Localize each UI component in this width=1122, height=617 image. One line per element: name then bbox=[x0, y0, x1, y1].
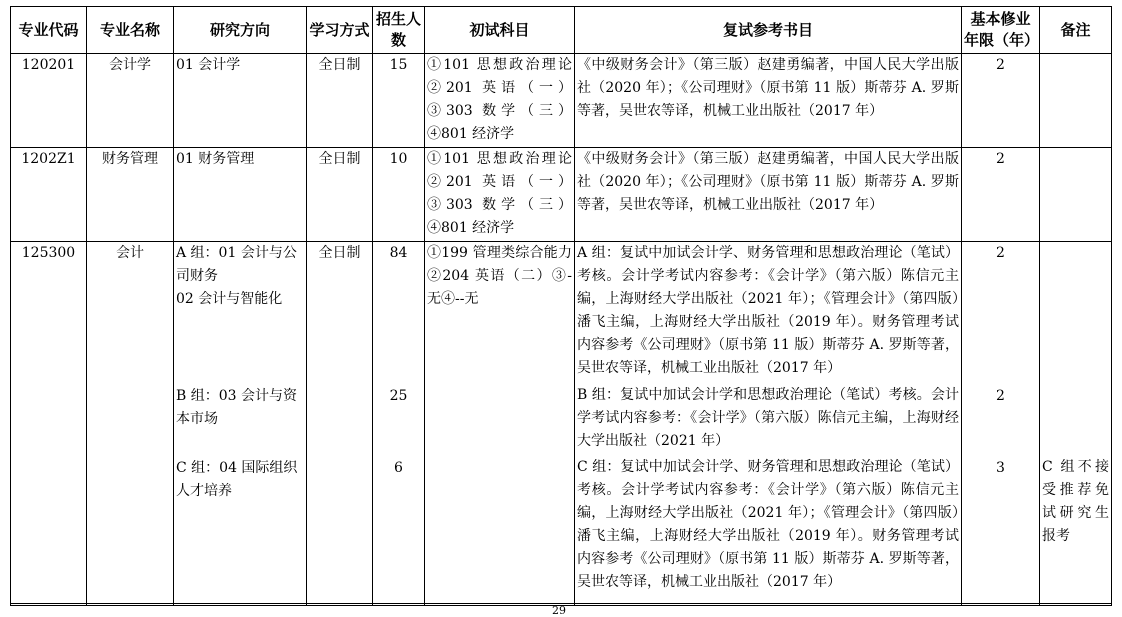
header-exam: 初试科目 bbox=[425, 7, 575, 54]
cell-name: 会计 bbox=[87, 242, 174, 606]
cell-code: 120201 bbox=[11, 54, 87, 148]
cell-code: 125300 bbox=[11, 242, 87, 606]
header-notes: 备注 bbox=[1040, 7, 1112, 54]
cell-direction-groups bbox=[174, 242, 307, 606]
cell-books: 《中级财务会计》（第三版）赵建勇编著，中国人民大学出版社（2020 年）；《公司理财》（原书第 11 版）斯蒂芬 A. 罗斯等著，吴世农等译，机械工业出版社（2017 年） bbox=[575, 148, 962, 242]
table-row bbox=[11, 242, 1112, 606]
group-b-books: B 组：复试中加试会计学和思想政治理论（笔试）考核。会计学考试内容参考：《会计学》（第六版）陈信元主编，上海财经大学出版社（2021 年） bbox=[577, 387, 959, 449]
cell-code: 1202Z1 bbox=[11, 148, 87, 242]
header-row bbox=[11, 7, 1112, 54]
cell-enroll-groups bbox=[373, 242, 425, 606]
cell-notes-groups bbox=[1040, 242, 1112, 606]
cell-notes bbox=[1040, 148, 1112, 242]
header-mode: 学习方式 bbox=[307, 7, 373, 54]
header-books: 复试参考书目 bbox=[575, 7, 962, 54]
header-years: 基本修业年限（年） bbox=[962, 7, 1040, 54]
group-a-books: A 组：复试中加试会计学、财务管理和思想政治理论（笔试）考核。会计学考试内容参考：《会计学》（第六版）陈信元主编，上海财经大学出版社（2021 年）；《管理会计》（第四版）潘飞主编，上海财经大学出版社（2019 年）。财务管理考试内容参考《公司理财》（原书第 11 版）斯蒂芬 A. 罗斯等著，吴世农等译，机械工业出版社（2017 年） bbox=[577, 245, 959, 376]
group-c-notes: C 组不接受推荐免试研究生报考 bbox=[1042, 459, 1109, 544]
group-a-direction: A 组：01 会计与公司财务 bbox=[176, 245, 297, 284]
cell-notes bbox=[1040, 54, 1112, 148]
page-number: 29 bbox=[552, 604, 566, 617]
group-c-years: 3 bbox=[996, 460, 1005, 476]
cell-books-groups bbox=[575, 242, 962, 606]
group-b-direction: B 组：03 会计与资本市场 bbox=[176, 388, 298, 427]
header-direction: 研究方向 bbox=[174, 7, 307, 54]
table-row bbox=[11, 148, 1112, 242]
cell-enroll: 10 bbox=[373, 148, 425, 242]
cell-years: 2 bbox=[962, 148, 1040, 242]
table-row bbox=[11, 54, 1112, 148]
cell-enroll: 15 bbox=[373, 54, 425, 148]
cell-direction: 01 财务管理 bbox=[174, 148, 307, 242]
cell-mode: 全日制 bbox=[307, 148, 373, 242]
group-c-direction: C 组：04 国际组织人才培养 bbox=[176, 460, 298, 499]
cell-name: 财务管理 bbox=[87, 148, 174, 242]
group-c-enroll: 6 bbox=[394, 460, 403, 476]
group-a-years: 2 bbox=[996, 245, 1005, 261]
cell-exam: ①199 管理类综合能力②204 英语（二）③-无④--无 bbox=[425, 242, 575, 606]
cell-mode: 全日制 bbox=[307, 242, 373, 606]
group-b-years: 2 bbox=[996, 388, 1005, 404]
cell-exam: ①101 思想政治理论②201 英语（一）③303 数学（三）④801 经济学 bbox=[425, 54, 575, 148]
header-code: 专业代码 bbox=[11, 7, 87, 54]
header-enroll: 招生人数 bbox=[373, 7, 425, 54]
cell-direction: 01 会计学 bbox=[174, 54, 307, 148]
cell-exam: ①101 思想政治理论②201 英语（一）③303 数学（三）④801 经济学 bbox=[425, 148, 575, 242]
group-a-direction-2: 02 会计与智能化 bbox=[176, 291, 283, 307]
header-name: 专业名称 bbox=[87, 7, 174, 54]
cell-books: 《中级财务会计》（第三版）赵建勇编著，中国人民大学出版社（2020 年）；《公司理财》（原书第 11 版）斯蒂芬 A. 罗斯等著，吴世农等译，机械工业出版社（2017 年） bbox=[575, 54, 962, 148]
cell-name: 会计学 bbox=[87, 54, 174, 148]
admissions-table bbox=[10, 6, 1112, 606]
group-a-enroll: 84 bbox=[389, 245, 408, 261]
group-c-books: C 组：复试中加试会计学、财务管理和思想政治理论（笔试）考核。会计学考试内容参考：《会计学》（第六版）陈信元主编，上海财经大学出版社（2021 年）；《管理会计》（第四版）潘飞主编，上海财经大学出版社（2019 年）。财务管理考试内容参考《公司理财》（原书第 11 版）斯蒂芬 A. 罗斯等著，吴世农等译，机械工业出版社（2017 年） bbox=[577, 459, 959, 590]
cell-years: 2 bbox=[962, 54, 1040, 148]
cell-years-groups bbox=[962, 242, 1040, 606]
cell-mode: 全日制 bbox=[307, 54, 373, 148]
group-b-enroll: 25 bbox=[389, 388, 408, 404]
